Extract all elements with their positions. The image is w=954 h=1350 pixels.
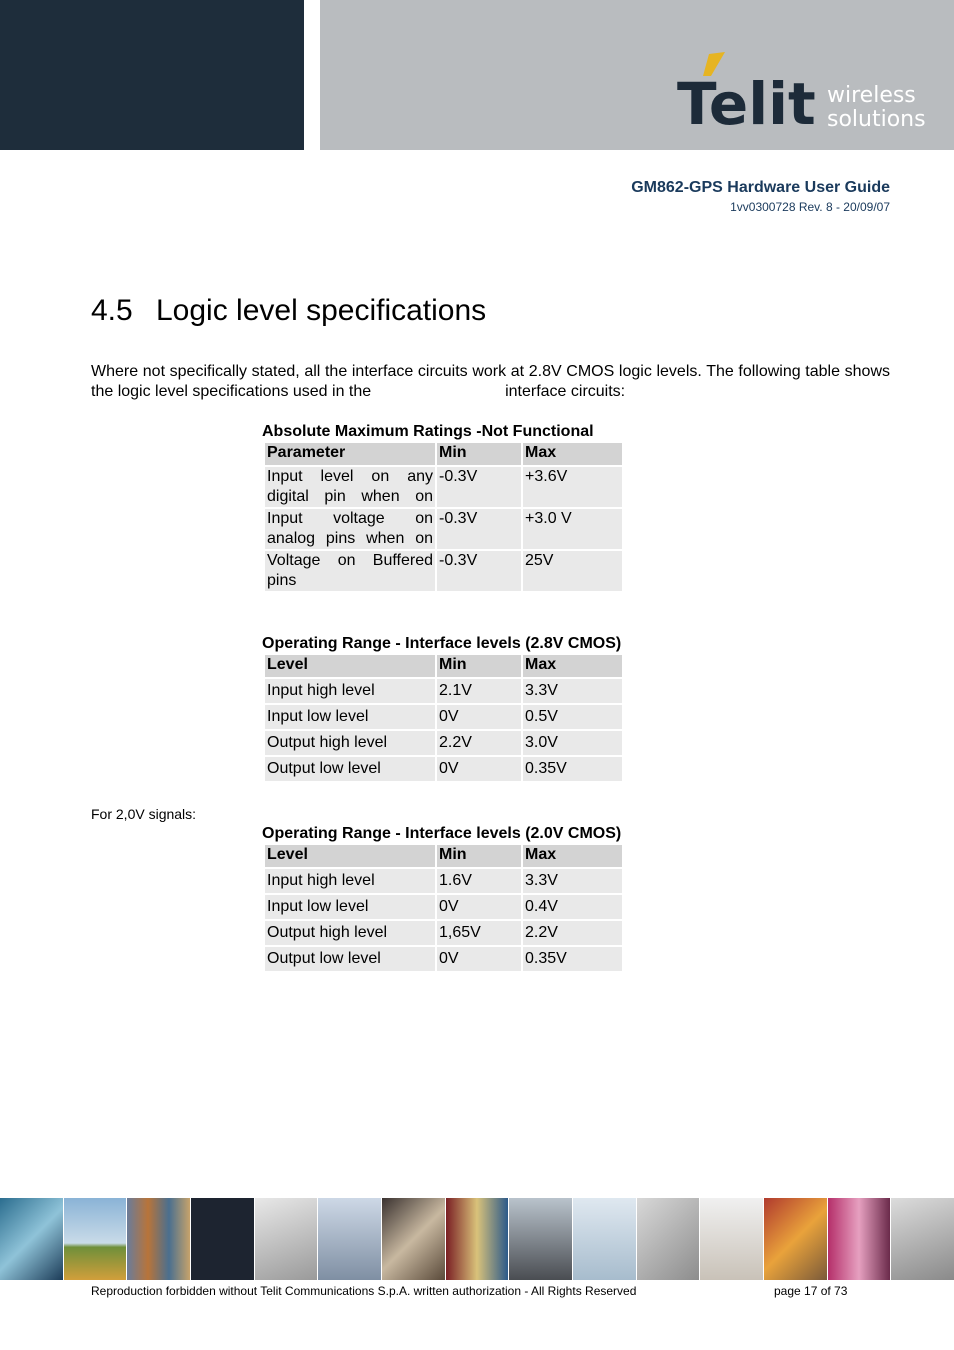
- table-header-row: [265, 845, 622, 867]
- table-cell: -0.3V: [437, 467, 521, 507]
- table-row: [265, 869, 622, 893]
- table-header-cell: Max: [523, 655, 622, 677]
- table-cell: 0V: [437, 895, 521, 919]
- telit-logo-tagline-1: wireless: [827, 83, 916, 108]
- section-number: 4.5: [91, 294, 133, 327]
- header-dark-panel: [0, 0, 304, 150]
- table-header-row: [265, 655, 622, 677]
- table-header-cell: Max: [523, 845, 622, 867]
- table-header-cell: Min: [437, 443, 521, 465]
- table-row: [265, 757, 622, 781]
- table-cell: 0V: [437, 757, 521, 781]
- table-cell: 1,65V: [437, 921, 521, 945]
- table-cell: 25V: [523, 551, 622, 591]
- section-title: Logic level specifications: [156, 294, 487, 327]
- table-cell: +3.6V: [523, 467, 622, 507]
- op-20-table-title: Operating Range - Interface levels (2.0V CMOS): [262, 825, 622, 842]
- table-cell: 0V: [437, 947, 521, 971]
- table-row: [265, 679, 622, 703]
- footer-photo-vending: [446, 1198, 509, 1280]
- table-row: [265, 509, 622, 549]
- footer-photo-card-reader: [382, 1198, 445, 1280]
- table-cell: Voltage on Buffered pins: [267, 552, 433, 589]
- abs-max-table: [263, 441, 624, 593]
- table-row: [265, 731, 622, 755]
- op-28-table: [263, 653, 624, 783]
- footer-photo-keyboard: [255, 1198, 318, 1280]
- footer-photo-highway: [0, 1198, 63, 1280]
- table-cell: Output high level: [265, 731, 435, 755]
- op-28-table-title: Operating Range - Interface levels (2.8V CMOS): [262, 635, 622, 652]
- intro-text-part1: Where not specifically stated, all the interface circuits work at 2.8V CMOS logic levels. The following table shows the logic level specifications used in the: [91, 363, 890, 400]
- intro-text-part2: interface circuits:: [505, 383, 626, 400]
- table-cell: Input high level: [265, 679, 435, 703]
- table-header-cell: Parameter: [265, 443, 435, 465]
- table-cell: Output high level: [265, 921, 435, 945]
- table-cell: 1.6V: [437, 869, 521, 893]
- footer-photo-terminal: [509, 1198, 572, 1280]
- table-cell: 2.2V: [437, 731, 521, 755]
- telit-logo-tagline-2: solutions: [827, 107, 926, 132]
- table-cell: 3.3V: [523, 869, 622, 893]
- table-cell: Input low level: [265, 895, 435, 919]
- table-cell: 0.4V: [523, 895, 622, 919]
- op-20-table: [263, 843, 624, 973]
- table-cell: Output low level: [265, 757, 435, 781]
- footer-copyright: Reproduction forbidden without Telit Communications S.p.A. written authorization - All Rights Reserved: [91, 1284, 637, 1298]
- table-cell: 2.2V: [523, 921, 622, 945]
- table-cell: 0V: [437, 705, 521, 729]
- table-cell: 0.35V: [523, 947, 622, 971]
- table-cell: 3.0V: [523, 731, 622, 755]
- note-20v-signals: For 2,0V signals:: [91, 806, 197, 822]
- table-header-cell: Level: [265, 845, 435, 867]
- table-cell: Input high level: [265, 869, 435, 893]
- footer-photo-clock-display: [191, 1198, 254, 1280]
- footer-page-number: page 17 of 73: [774, 1284, 848, 1298]
- table-cell: Input level on any digital pin when on: [267, 468, 433, 505]
- table-cell: Input low level: [265, 705, 435, 729]
- section-heading: [91, 294, 486, 328]
- document-revision: 1vv0300728 Rev. 8 - 20/09/07: [730, 200, 890, 214]
- table-cell: 3.3V: [523, 679, 622, 703]
- table-cell: 2.1V: [437, 679, 521, 703]
- table-cell: 0.35V: [523, 757, 622, 781]
- table-cell: -0.3V: [437, 551, 521, 591]
- table-cell: 0.5V: [523, 705, 622, 729]
- footer-photo-wind-turbines: [573, 1198, 636, 1280]
- table-row: [265, 947, 622, 971]
- table-cell: -0.3V: [437, 509, 521, 549]
- abs-max-table-title: Absolute Maximum Ratings -Not Functional: [262, 423, 594, 440]
- table-row: [265, 705, 622, 729]
- telit-logo: [675, 48, 935, 138]
- telit-logo-wordmark: Telit: [677, 70, 816, 138]
- footer-photo-interior: [700, 1198, 763, 1280]
- table-header-cell: Min: [437, 655, 521, 677]
- table-row: [265, 895, 622, 919]
- intro-paragraph: [91, 362, 890, 402]
- footer-photo-cyclist: [318, 1198, 381, 1280]
- footer-photo-strip: [0, 1198, 954, 1280]
- table-header-row: [265, 443, 622, 465]
- table-row: [265, 467, 622, 507]
- table-row: [265, 551, 622, 591]
- table-cell: Input voltage on analog pins when on: [267, 510, 433, 547]
- footer-photo-containers: [127, 1198, 190, 1280]
- table-header-cell: Min: [437, 845, 521, 867]
- document-title: GM862-GPS Hardware User Guide: [631, 179, 890, 196]
- footer-photo-meter: [637, 1198, 700, 1280]
- table-row: [265, 921, 622, 945]
- footer-photo-phone-sign: [64, 1198, 127, 1280]
- footer-photo-train: [764, 1198, 827, 1280]
- footer-photo-shelves: [828, 1198, 891, 1280]
- table-cell: +3.0 V: [523, 509, 622, 549]
- footer-photo-camera: [891, 1198, 954, 1280]
- table-cell: Output low level: [265, 947, 435, 971]
- table-header-cell: Max: [523, 443, 622, 465]
- table-header-cell: Level: [265, 655, 435, 677]
